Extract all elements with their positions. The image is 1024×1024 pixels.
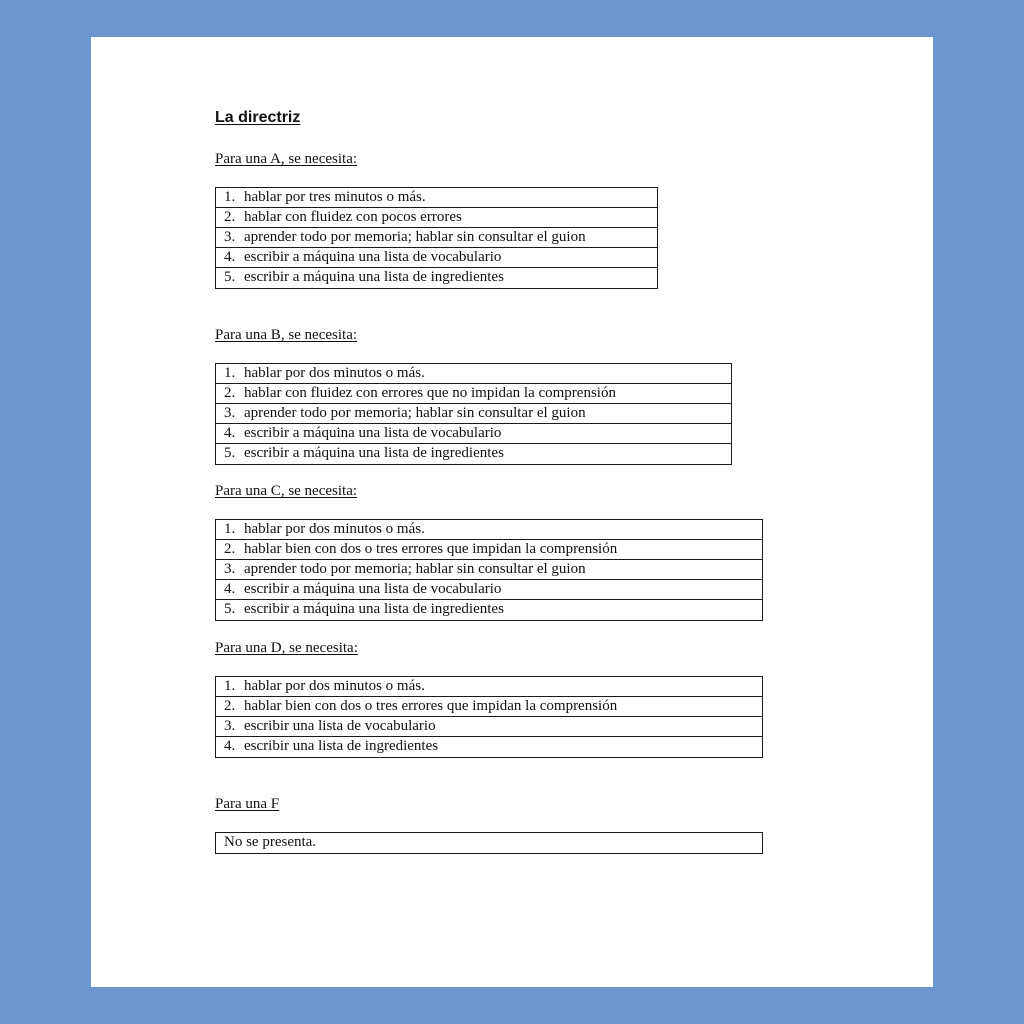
criteria-row: 2. hablar con fluidez con pocos errores [216, 208, 657, 228]
criteria-row: 1. hablar por dos minutos o más. [216, 364, 731, 384]
section-heading-c: Para una C, se necesita: [215, 483, 358, 499]
section-heading-d: Para una D, se necesita: [215, 640, 358, 656]
criteria-row: 2. hablar con fluidez con errores que no impidan la comprensión [216, 384, 731, 404]
criteria-row: 3. aprender todo por memoria; hablar sin consultar el guion [216, 404, 731, 424]
criteria-table-b [215, 363, 732, 465]
criteria-row: 4. escribir a máquina una lista de vocabulario [216, 580, 762, 600]
criteria-row: 5. escribir a máquina una lista de ingredientes [224, 601, 504, 617]
section-heading-f: Para una F [215, 796, 280, 812]
criteria-row: 2. hablar bien con dos o tres errores que impidan la comprensión [216, 697, 762, 717]
criteria-row: No se presenta. [224, 834, 317, 850]
section-heading-a: Para una A, se necesita: [215, 151, 358, 167]
criteria-row: 4. escribir una lista de ingredientes [224, 738, 439, 754]
criteria-row: 4. escribir a máquina una lista de vocabulario [216, 424, 731, 444]
document-page [91, 37, 933, 987]
criteria-row: 1. hablar por dos minutos o más. [216, 520, 762, 540]
criteria-table-d [215, 676, 763, 758]
criteria-table-f [215, 832, 763, 854]
criteria-row: 4. escribir a máquina una lista de vocabulario [216, 248, 657, 268]
criteria-row: 1. hablar por dos minutos o más. [216, 677, 762, 697]
criteria-row: 5. escribir a máquina una lista de ingredientes [224, 445, 504, 461]
section-heading-b: Para una B, se necesita: [215, 327, 358, 343]
criteria-row: 1. hablar por tres minutos o más. [216, 188, 657, 208]
criteria-table-c [215, 519, 763, 621]
criteria-row: 2. hablar bien con dos o tres errores que impidan la comprensión [216, 540, 762, 560]
criteria-row: 3. escribir una lista de vocabulario [216, 717, 762, 737]
criteria-row: 3. aprender todo por memoria; hablar sin consultar el guion [216, 228, 657, 248]
criteria-table-a [215, 187, 658, 289]
criteria-row: 5. escribir a máquina una lista de ingredientes [224, 269, 504, 285]
document-title: La directriz [215, 109, 301, 126]
criteria-row: 3. aprender todo por memoria; hablar sin consultar el guion [216, 560, 762, 580]
